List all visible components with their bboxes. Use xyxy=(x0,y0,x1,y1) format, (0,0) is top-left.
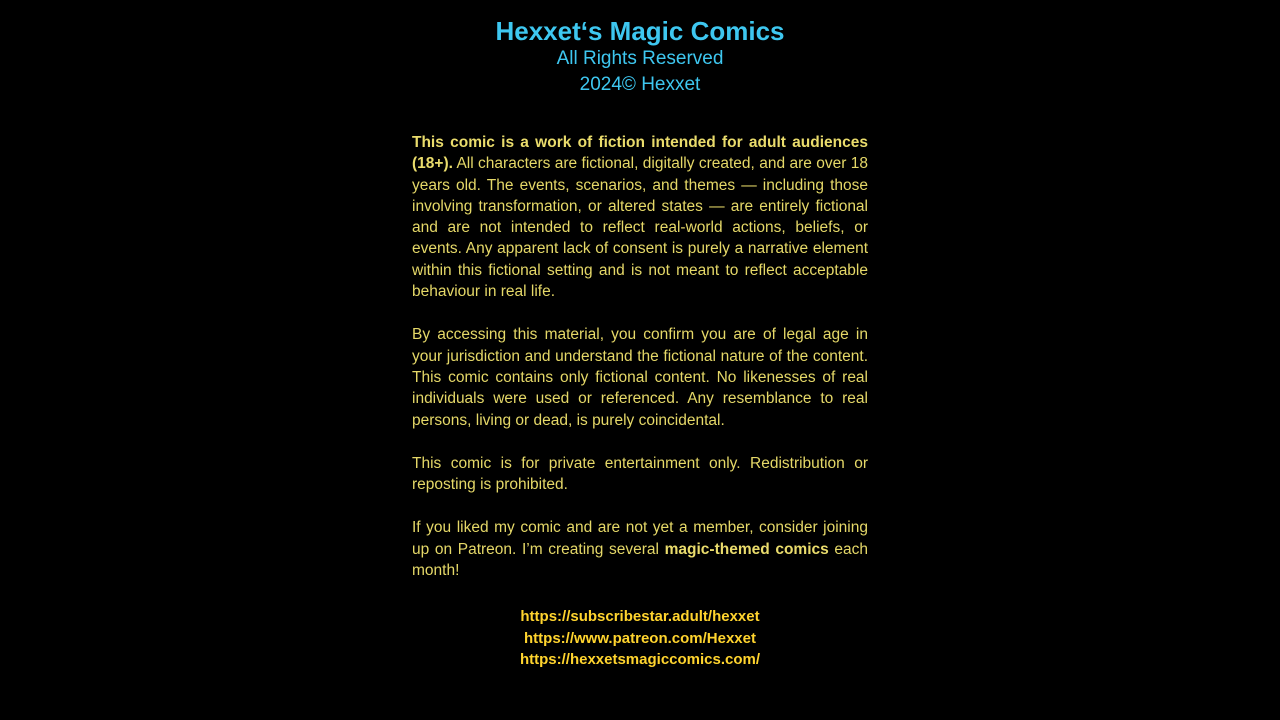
links-block xyxy=(412,606,868,671)
patreon-promo-tail: each month! xyxy=(412,540,869,580)
link-hexxetsmagiccomics[interactable]: https://hexxetsmagiccomics.com/ xyxy=(519,651,761,669)
link-patreon[interactable]: https://www.patreon.com/Hexxet xyxy=(524,629,756,647)
header xyxy=(0,0,1280,98)
magic-themed-comics-bold: magic-themed comics xyxy=(664,540,829,558)
patreon-promo-lead: If you liked my comic and are not yet a member, consider joining up on Patreon. I’m creating several xyxy=(412,519,868,558)
paragraph-patreon-promo xyxy=(412,517,868,581)
link-subscribestar[interactable]: https://subscribestar.adult/hexxet xyxy=(520,608,760,626)
fiction-notice-text: All characters are fictional, digitally created, and are over 18 years old. The events, scenarios, and themes — including those involving transformation, or altered states — are entirely fictional and are not intended to reflect real-world actions, beliefs, or events. Any apparent lack of consent is purely a narrative element within this fictional setting and is not meant to reflect acceptable behaviour in real life. xyxy=(412,155,868,301)
copyright-line: 2024© Hexxet xyxy=(579,74,701,95)
page-title: Hexxet‘s Magic Comics xyxy=(495,16,785,46)
rights-reserved-line: All Rights Reserved xyxy=(556,48,724,69)
paragraph-legal-age: By accessing this material, you confirm you are of legal age in your jurisdiction and understand the fictional nature of the content. This comic contains only fictional content. No likenesses of real individuals were used or referenced. Any resemblance to real persons, living or dead, is purely coincidental. xyxy=(412,326,868,429)
adult-audience-warning: This comic is a work of fiction intended for adult audiences (18+). xyxy=(412,134,868,173)
paragraph-redistribution: This comic is for private entertainment only. Redistribution or reposting is prohibited. xyxy=(412,454,868,494)
disclaimer-body xyxy=(412,132,868,671)
paragraph-fiction-notice xyxy=(412,132,868,302)
